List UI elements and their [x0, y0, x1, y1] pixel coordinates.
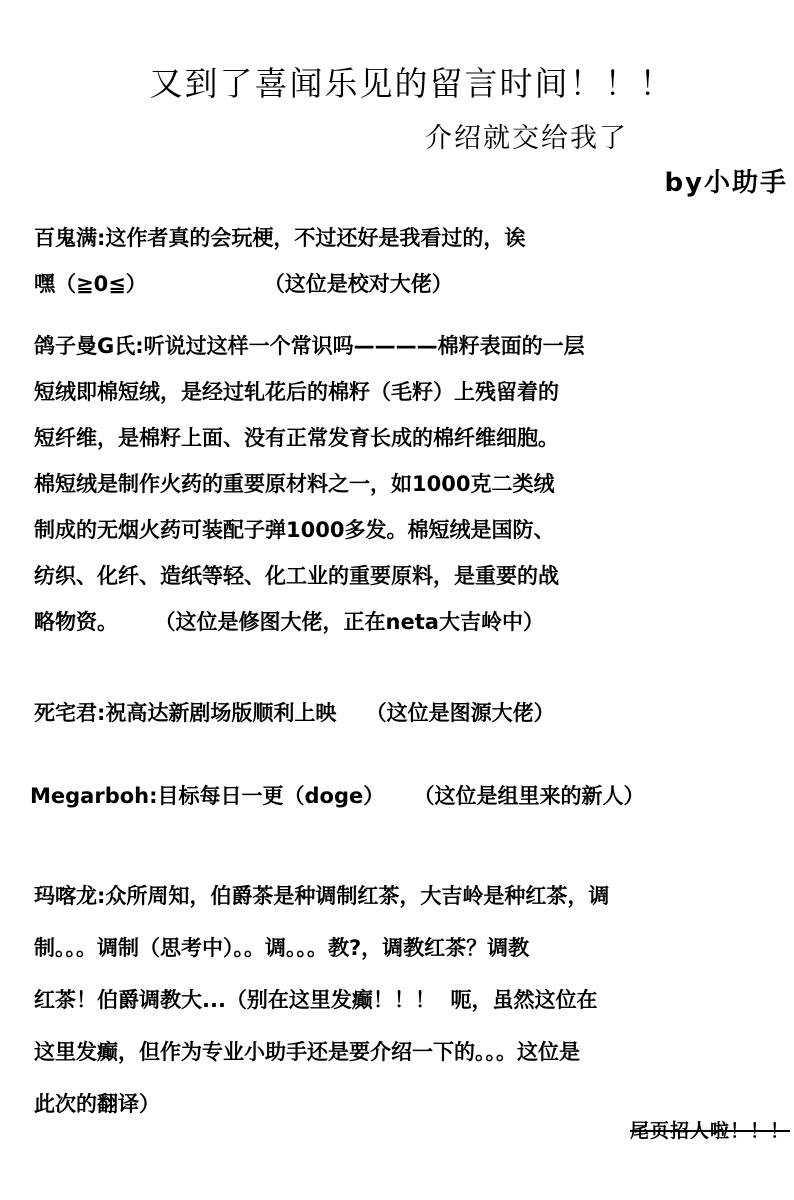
page-subtitle: 介绍就交给我了: [425, 123, 628, 154]
message-line: 此次的翻译）: [34, 1092, 160, 1116]
message-line: 制成的无烟火药可装配子弹1000多发。棉短绒是国防、: [34, 518, 555, 542]
message-megarboh: [30, 773, 780, 819]
message-line: 棉短绒是制作火药的重要原材料之一，如1000克二类绒: [34, 472, 555, 496]
message-line: 红茶！伯爵调教大...（别在这里发癫！！！ 呃，虽然这位在: [34, 988, 598, 1012]
message-makalong: [34, 870, 784, 1130]
message-line: 短纤维，是棉籽上面、没有正常发育长成的棉纤维细胞。: [34, 426, 559, 450]
message-line: Megarboh:目标每日一更（doge） （这位是组里来的新人）: [30, 784, 645, 808]
message-line: 嘿（≧0≦） （这位是校对大佬）: [34, 272, 453, 296]
message-line: 百鬼满:这作者真的会玩梗，不过还好是我看过的，诶: [34, 226, 526, 250]
message-line: 死宅君:祝高达新剧场版顺利上映 （这位是图源大佬）: [34, 701, 555, 725]
message-line: 纺织、化纤、造纸等轻、化工业的重要原料，是重要的战: [34, 564, 559, 588]
message-line: 略物资。 （这位是修图大佬，正在neta大吉岭中）: [34, 610, 544, 634]
page-title: 又到了喜闻乐见的留言时间！！！: [149, 64, 675, 103]
message-gezimanG: [34, 323, 784, 645]
footer-recruitment-note: 尾页招人啦！！！: [629, 1120, 790, 1142]
message-line: 鸽子曼G氏:听说过这样一个常识吗————棉籽表面的一层: [34, 334, 585, 358]
message-line: 玛喀龙:众所周知，伯爵茶是种调制红茶，大吉岭是种红茶，调: [34, 884, 610, 908]
message-line: 这里发癫，但作为专业小助手还是要介绍一下的。。。这位是: [34, 1040, 580, 1064]
message-baiguiman: [34, 215, 784, 307]
author-signature: by小助手: [664, 168, 788, 198]
message-line: 短绒即棉短绒，是经过轧花后的棉籽（毛籽）上残留着的: [34, 380, 559, 404]
message-sizhaijun: [34, 690, 784, 736]
message-line: 制。。。调制（思考中）。。调。。。教?，调教红茶？调教: [34, 936, 530, 960]
